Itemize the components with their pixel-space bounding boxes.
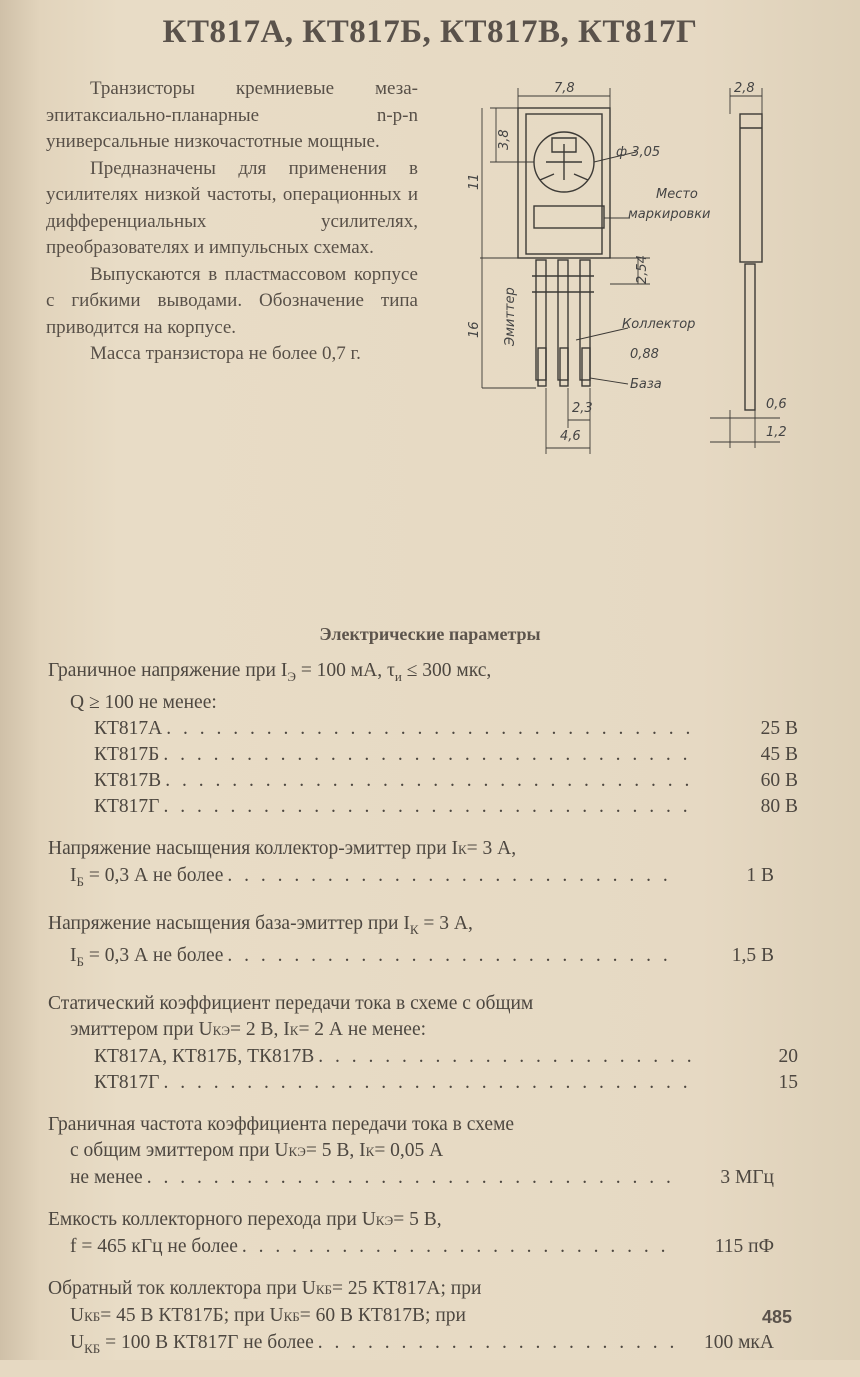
param-row: КТ817В . . . 60 В: [48, 768, 834, 794]
param-current-gain: Статический коэффициент передачи тока в схеме с общим эмиттером при U КЭ = 2 В, I К = 2 А не менее: КТ817А, КТ817Б, ТК817В . . . 20 КТ817Г . . . 15: [48, 991, 788, 1096]
param-collector-capacitance: Емкость коллекторного перехода при U КЭ = 5 В, f = 465 кГц не более . . . 115 пФ: [48, 1207, 788, 1260]
intro-paragraph: Выпускаются в пластмассовом корпусе с гибкими выводами. Обозначение типа приводится на корпусе.: [46, 263, 418, 338]
dim-11: 11: [467, 173, 482, 190]
intro-paragraph: Транзисторы кремниевые меза-эпитаксиально-планарные n-p-n универсальные низкочастотные мощные.: [46, 78, 418, 152]
marking-label-1: Место: [656, 187, 698, 202]
base-label: База: [630, 377, 662, 392]
dim-0-88: 0,88: [630, 347, 659, 362]
param-reverse-current: Обратный ток коллектора при U КБ = 25 КТ817А; при U КБ = 45 В КТ817Б; при U КБ = 60 В КТ817В; при $U_{КБ} = 100$ В КТ817Г не более . . . 100 мкА: [48, 1276, 788, 1362]
param-ce-saturation: Напряжение насыщения коллектор-эмиттер при I К = 3 А, $I_Б = 0,3$ А не более . . . 1 В: [48, 836, 788, 895]
param-row: КТ817Г . . . 15: [48, 1070, 834, 1096]
dim-0-6: 0,6: [766, 397, 787, 412]
param-text: Граничное напряжение при $I_Э = 100$ мА, $\tau_и \le 300$ мкс,: [48, 660, 492, 684]
package-drawing: [460, 78, 820, 458]
param-text: Q ≥ 100 не менее:: [70, 691, 217, 713]
side-view-body: [740, 114, 762, 262]
dim-thickness: 2,8: [734, 81, 755, 96]
emitter-label: Эмиттер: [503, 287, 518, 346]
page-number: 485: [762, 1307, 793, 1327]
dim-2-54: 2,54: [635, 255, 650, 284]
param-row: КТ817А . . . 25 В: [48, 716, 834, 742]
dim-4-6: 4,6: [560, 429, 581, 444]
param-cutoff-frequency: Граничная частота коэффициента передачи тока в схеме с общим эмиттером при U КЭ = 5 В, I К = 0,05 А не менее . . . 3 МГц: [48, 1112, 788, 1191]
dim-1-2: 1,2: [766, 425, 787, 440]
marking-area: [534, 206, 604, 228]
section-title: Электрические параметры: [319, 624, 541, 644]
dim-width: 7,8: [554, 81, 575, 96]
intro-text: [46, 76, 418, 368]
dim-2-3: 2,3: [572, 401, 593, 416]
collector-label: Коллектор: [622, 317, 696, 332]
param-breakdown-voltage: [48, 658, 798, 820]
package-body: [518, 108, 610, 258]
parameters-list: [48, 658, 798, 1377]
intro-paragraph: Предназначены для применения в усилителях низкой частоты, операционных и дифференциальных усилителях, преобразователях и импульсных схемах.: [46, 157, 418, 258]
page-title: КТ817А, КТ817Б, КТ817В, КТ817Г: [162, 14, 698, 50]
intro-paragraph: Масса транзистора не более 0,7 г.: [90, 343, 361, 364]
marking-label-2: маркировки: [628, 207, 711, 222]
param-be-saturation: Напряжение насыщения база-эмиттер при $I_К = 3$ А, $I_Б = 0,3$ А не более . . . 1,5 В: [48, 911, 788, 975]
param-row: КТ817А, КТ817Б, ТК817В . . . 20: [48, 1044, 834, 1070]
dim-16: 16: [467, 321, 482, 338]
param-row: КТ817Г . . . 80 В: [48, 794, 834, 820]
dim-3-8: 3,8: [497, 129, 512, 150]
dim-hole: ф 3,05: [616, 145, 661, 160]
param-row: КТ817Б . . . 45 В: [48, 742, 834, 768]
